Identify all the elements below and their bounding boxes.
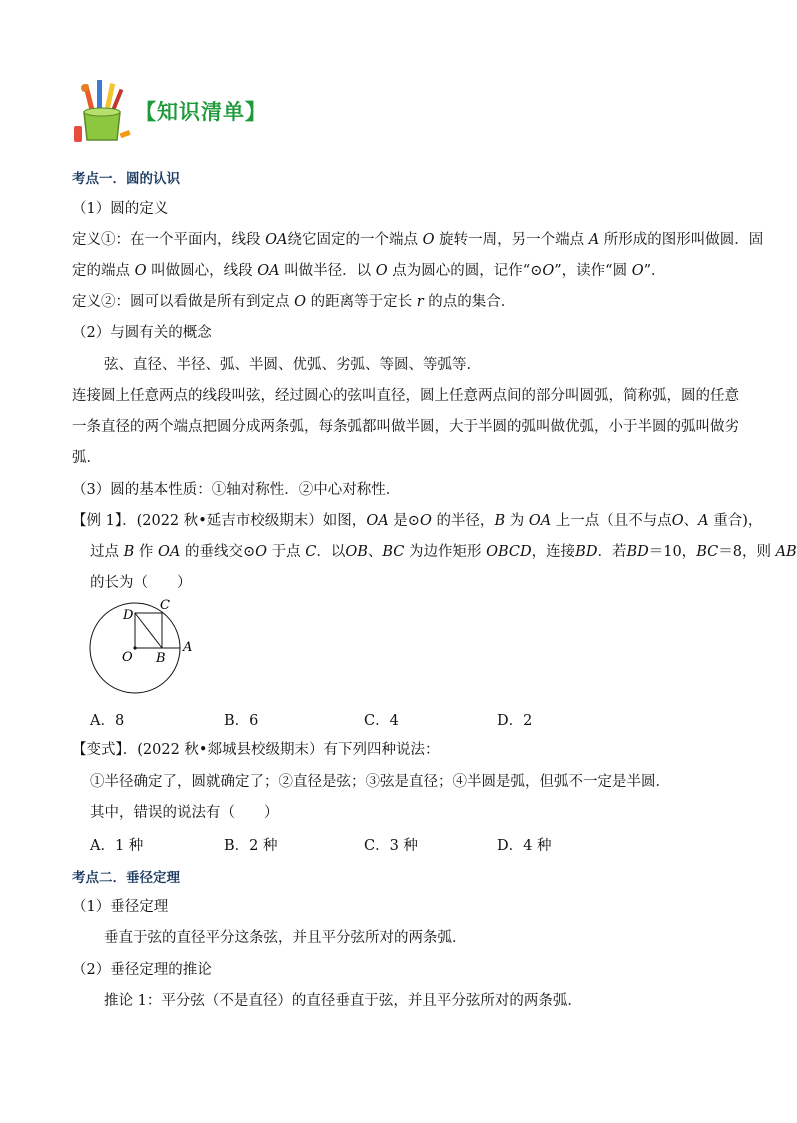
subheading-definition: （1）圆的定义 (72, 201, 169, 217)
concepts-paragraph-line-3: 弧． (72, 450, 101, 466)
example-1-option-c[interactable]: C．4 (364, 713, 399, 729)
figure-label-C: C (160, 598, 170, 613)
variant-line-2: ①半径确定了，圆就确定了；②直径是弦；③弦是直径；④半圆是弧，但弧不一定是半圆． (90, 774, 670, 790)
section-heading-2: 考点二．垂径定理 (72, 870, 180, 886)
example-1-line-2: 过点 B 作 OA 的垂线交⊙O 于点 C．以OB、BC 为边作矩形 OBCD，连接BD．若BD＝10，BC＝8，则 AB (90, 544, 797, 560)
concepts-paragraph-line-2: 一条直径的两个端点把圆分成两条弧，每条弧都叫做半圆，大于半圆的弧叫做优弧，小于半圆的弧叫做劣 (72, 419, 739, 435)
subheading-corollary: （2）垂径定理的推论 (72, 962, 212, 978)
terms-list: 弦、直径、半径、弧、半圆、优弧、劣弧、等圆、等弧等． (104, 357, 481, 373)
variant-option-a[interactable]: A．1 种 (90, 838, 144, 854)
subheading-properties: （3）圆的基本性质：①轴对称性．②中心对称性． (72, 482, 401, 498)
figure-label-B: B (156, 651, 166, 666)
figure-label-O: O (122, 650, 133, 665)
pencil-cup-icon (72, 78, 132, 148)
example-1-line-1: 【例 1】．(2022 秋•延吉市校级期末）如图，OA 是⊙O 的半径，B 为 OA 上一点（且不与点O、A 重合)， (72, 513, 763, 529)
example-1-option-b[interactable]: B．6 (224, 713, 259, 729)
subheading-concepts: （2）与圆有关的概念 (72, 325, 212, 341)
variant-option-b[interactable]: B．2 种 (224, 838, 278, 854)
figure-segment-BD (135, 613, 162, 648)
variant-line-3: 其中，错误的说法有（ ） (90, 805, 279, 821)
figure-label-D: D (123, 608, 134, 623)
figure-center-dot (133, 646, 136, 649)
perpendicular-theorem-text: 垂直于弦的直径平分这条弦，并且平分弦所对的两条弧． (104, 930, 467, 946)
figure-label-A: A (183, 640, 193, 655)
concepts-paragraph-line-1: 连接圆上任意两点的线段叫弦，经过圆心的弦叫直径，圆上任意两点间的部分叫圆弧，简称弧，圆的任意 (72, 388, 739, 404)
definition-1-line-1: 定义①：在一个平面内，线段 OA绕它固定的一个端点 O 旋转一周，另一个端点 A 所形成的图形叫做圆．固 (72, 232, 764, 248)
corollary-1-text: 推论 1：平分弦（不是直径）的直径垂直于弦，并且平分弦所对的两条弧． (104, 993, 582, 1009)
circle-rectangle-figure (80, 595, 210, 705)
example-1-option-d[interactable]: D．2 (497, 713, 533, 729)
definition-1-line-2: 定的端点 O 叫做圆心，线段 OA 叫做半径．以 O 点为圆心的圆，记作“⊙O”，读作“圆 O”． (72, 263, 666, 279)
variant-option-c[interactable]: C．3 种 (364, 838, 418, 854)
example-1-option-a[interactable]: A．8 (90, 713, 125, 729)
section-heading-1: 考点一．圆的认识 (72, 171, 180, 187)
variant-line-1: 【变式】．(2022 秋•郯城县校级期末）有下列四种说法： (72, 742, 440, 758)
subheading-perpendicular-theorem: （1）垂径定理 (72, 899, 169, 915)
variant-option-d[interactable]: D．4 种 (497, 838, 552, 854)
page-title: 【知识清单】 (135, 99, 267, 124)
example-1-line-3: 的长为（ ） (90, 575, 192, 591)
definition-2: 定义②：圆可以看做是所有到定点 O 的距离等于定长 r 的点的集合． (72, 294, 516, 310)
